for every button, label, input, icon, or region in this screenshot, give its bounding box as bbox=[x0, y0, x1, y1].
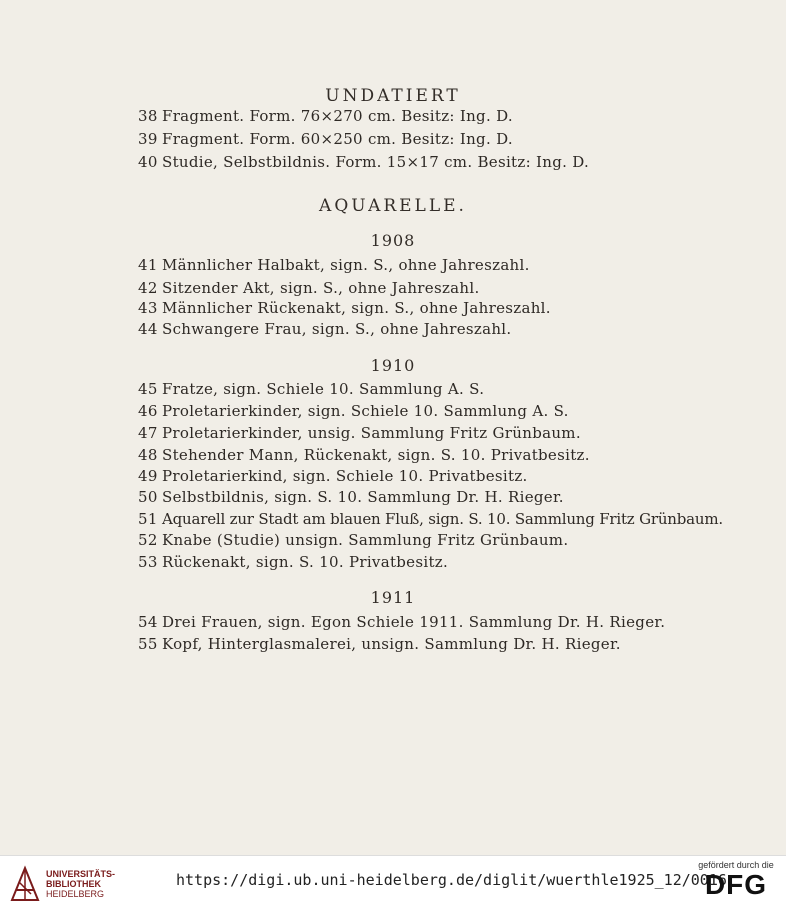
catalog-entry bbox=[138, 467, 528, 485]
catalog-entry bbox=[138, 279, 480, 297]
entry-number: 51 bbox=[138, 510, 158, 528]
entry-number: 47 bbox=[138, 424, 158, 442]
entry-text: Proletarierkind, sign. Schiele 10. Privatbesitz. bbox=[162, 467, 528, 485]
library-emblem-icon bbox=[10, 864, 40, 902]
library-line-2: BIBLIOTHEK bbox=[46, 879, 101, 889]
entry-text: Stehender Mann, Rückenakt, sign. S. 10. Privatbesitz. bbox=[162, 446, 590, 464]
entry-number: 49 bbox=[138, 467, 158, 485]
entry-number: 42 bbox=[138, 279, 158, 297]
entry-number: 53 bbox=[138, 553, 158, 571]
entry-text: Sitzender Akt, sign. S., ohne Jahreszahl. bbox=[162, 279, 480, 297]
entry-text: Proletarierkinder, unsig. Sammlung Fritz Grünbaum. bbox=[162, 424, 581, 442]
catalog-entry bbox=[138, 153, 589, 171]
section-heading-aquarelle: AQUARELLE. bbox=[319, 196, 467, 216]
entry-text: Studie, Selbstbildnis. Form. 15×17 cm. Besitz: Ing. D. bbox=[162, 153, 590, 171]
entry-number: 55 bbox=[138, 635, 158, 653]
entry-text: Kopf, Hinterglasmalerei, unsign. Sammlung Dr. H. Rieger. bbox=[162, 635, 621, 653]
entry-number: 50 bbox=[138, 488, 158, 506]
entry-number: 44 bbox=[138, 320, 158, 338]
catalog-entry bbox=[138, 446, 590, 464]
dfg-funding[interactable] bbox=[696, 860, 776, 900]
entry-number: 40 bbox=[138, 153, 158, 171]
entry-text: Schwangere Frau, sign. S., ohne Jahreszahl. bbox=[162, 320, 512, 338]
catalog-entry bbox=[138, 320, 511, 338]
entry-number: 38 bbox=[138, 107, 158, 125]
entry-number: 39 bbox=[138, 130, 158, 148]
library-line-1: UNIVERSITÄTS- bbox=[46, 869, 116, 879]
catalog-entry bbox=[138, 402, 569, 420]
catalog-entry bbox=[138, 531, 568, 549]
dfg-logo: DFG bbox=[704, 869, 768, 900]
catalog-entry bbox=[138, 299, 551, 317]
entry-number: 54 bbox=[138, 613, 158, 631]
catalog-entry bbox=[138, 256, 530, 274]
entry-text: Rückenakt, sign. S. 10. Privatbesitz. bbox=[162, 553, 449, 571]
year-heading-1910: 1910 bbox=[370, 356, 416, 375]
catalog-entry bbox=[138, 107, 513, 125]
entry-number: 41 bbox=[138, 256, 158, 274]
entry-number: 46 bbox=[138, 402, 158, 420]
section-heading-undatiert: UNDATIERT bbox=[325, 86, 461, 106]
catalog-entry bbox=[138, 424, 581, 442]
library-logo[interactable] bbox=[10, 864, 150, 904]
catalog-entry bbox=[138, 613, 665, 631]
catalog-entry bbox=[138, 635, 621, 653]
viewer-footer bbox=[0, 855, 786, 912]
entry-text: Drei Frauen, sign. Egon Schiele 1911. Sammlung Dr. H. Rieger. bbox=[162, 613, 666, 631]
entry-text: Fragment. Form. 60×250 cm. Besitz: Ing. D. bbox=[162, 130, 513, 148]
entry-text: Proletarierkinder, sign. Schiele 10. Sammlung A. S. bbox=[162, 402, 569, 420]
entry-text: Fragment. Form. 76×270 cm. Besitz: Ing. D. bbox=[162, 107, 513, 125]
entry-number: 52 bbox=[138, 531, 158, 549]
entry-text: Fratze, sign. Schiele 10. Sammlung A. S. bbox=[162, 380, 485, 398]
entry-text: Aquarell zur Stadt am blauen Fluß, sign. S. 10. Sammlung Fritz Grünbaum. bbox=[162, 510, 723, 528]
year-heading-1911: 1911 bbox=[370, 588, 416, 607]
catalog-entry bbox=[138, 380, 484, 398]
permalink-url[interactable]: https://digi.ub.uni-heidelberg.de/diglit/wuerthle1925_12/0016 bbox=[176, 871, 727, 889]
catalog-entry bbox=[138, 553, 448, 571]
catalog-entry bbox=[138, 510, 723, 528]
catalog-entry bbox=[138, 130, 513, 148]
library-line-3: HEIDELBERG bbox=[46, 889, 105, 899]
entry-text: Männlicher Halbakt, sign. S., ohne Jahreszahl. bbox=[162, 256, 530, 274]
funding-text: gefördert durch die bbox=[698, 860, 774, 870]
entry-text: Knabe (Studie) unsign. Sammlung Fritz Grünbaum. bbox=[162, 531, 569, 549]
library-name bbox=[46, 869, 115, 899]
entry-number: 43 bbox=[138, 299, 158, 317]
year-heading-1908: 1908 bbox=[370, 231, 416, 250]
entry-number: 48 bbox=[138, 446, 158, 464]
entry-text: Männlicher Rückenakt, sign. S., ohne Jahreszahl. bbox=[162, 299, 551, 317]
entry-number: 45 bbox=[138, 380, 158, 398]
entry-text: Selbstbildnis, sign. S. 10. Sammlung Dr. H. Rieger. bbox=[162, 488, 564, 506]
catalog-entry bbox=[138, 488, 564, 506]
